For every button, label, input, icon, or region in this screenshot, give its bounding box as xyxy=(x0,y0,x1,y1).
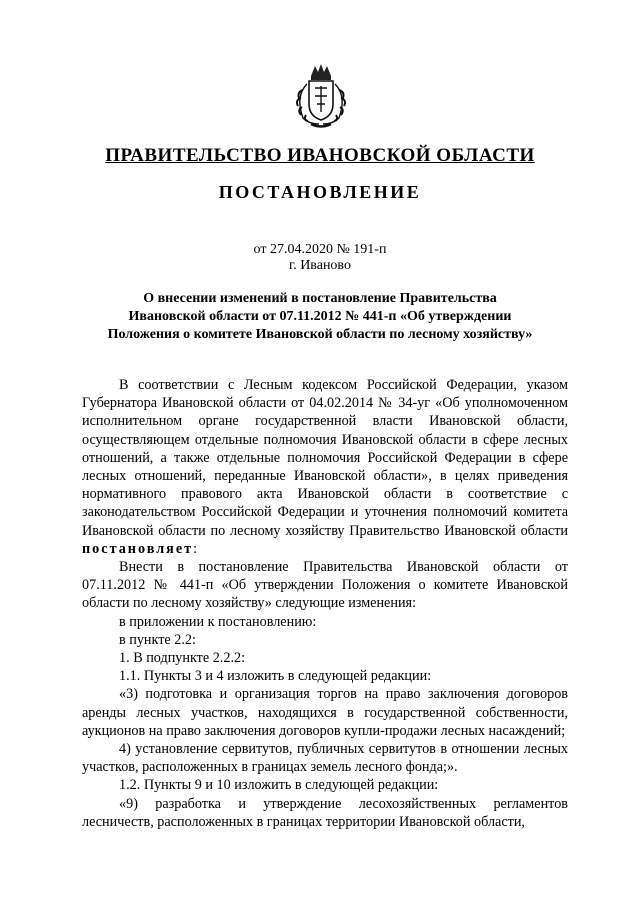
paragraph: 1.2. Пункты 9 и 10 изложить в следующей редакции: xyxy=(119,777,439,794)
title-line: Положения о комитете Ивановской области по лесному хозяйству» xyxy=(107,327,533,342)
paragraph: 1. В подпункте 2.2.2: xyxy=(119,650,246,667)
coat-of-arms-icon xyxy=(289,62,353,130)
preamble-text: В соответствии с Лесным кодексом Российской Федерации, указом Губернатора Ивановской области от 04.02.2014 № 34-уг «Об уполномоченном исполнительном органе государственной власти Ивановской области, осуществляющем отдельные полномочия Ивановской области в сфере лесных отношений, а также отдельные полномочия Российской Федерации в сфере лесных отношений, переданные Ивановской области», в целях приведения нормативного правового акта Ивановской области в соответствие с законодательством Российской Федерации и уточнения полномочий комитета Ивановской области по лесному хозяйству Правительство Ивановской области xyxy=(82,377,568,539)
decree-word: постановляет xyxy=(82,540,194,557)
date-and-number: от 27.04.2020 № 191-п xyxy=(253,242,387,257)
decree-colon: : xyxy=(193,540,198,557)
paragraph: «9) разработка и утверждение лесохозяйственных регламентов лесничеств, расположенных в границах территории Ивановской области, xyxy=(82,795,568,830)
paragraph: «3) подготовка и организация торгов на право заключения договоров аренды лесных участков, находящихся в государственной собственности, аукционов на право заключения договоров купли-продажи лесных насаждений; xyxy=(82,686,568,739)
document-type: ПОСТАНОВЛЕНИЕ xyxy=(218,182,422,202)
document-body xyxy=(82,376,568,831)
preamble-paragraph xyxy=(82,376,568,558)
city: г. Иваново xyxy=(289,258,351,273)
title-line: О внесении изменений в постановление Правительства xyxy=(143,291,497,306)
paragraph: 4) установление сервитутов, публичных сервитутов в отношении лесных участков, расположенных в границах земель лесного фонда;». xyxy=(82,741,568,776)
title-line: Ивановской области от 07.11.2012 № 441-п «Об утверждении xyxy=(128,309,512,324)
paragraph: в пункте 2.2: xyxy=(119,631,196,648)
paragraph: Внести в постановление Правительства Ивановской области от 07.11.2012 № 441-п «Об утверждении Положения о комитете Ивановской области по лесному хозяйству» следующие изменения: xyxy=(82,559,568,612)
document-title xyxy=(90,290,550,344)
paragraph: в приложении к постановлению: xyxy=(119,613,317,630)
paragraph: 1.1. Пункты 3 и 4 изложить в следующей редакции: xyxy=(119,668,432,685)
organization-name: ПРАВИТЕЛЬСТВО ИВАНОВСКОЙ ОБЛАСТИ xyxy=(105,145,535,166)
